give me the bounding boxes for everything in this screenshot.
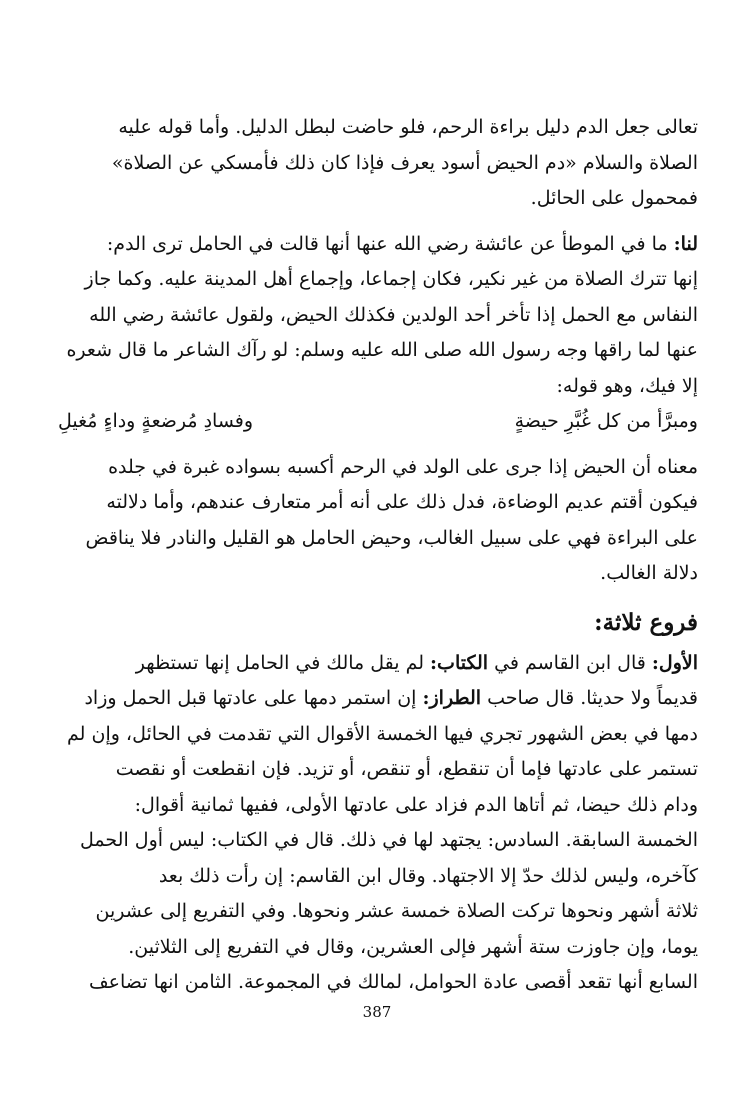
line-part: قال ابن القاسم في <box>488 651 652 674</box>
text-line: ثلاثة أشهر ونحوها تركت الصلاة خمسة عشر ونحوها. وفي التفريع إلى عشرين <box>95 900 698 922</box>
text-line: الصلاة والسلام «دم الحيض أسود يعرف فإذا كان ذلك فأمسكي عن الصلاة» <box>111 151 698 174</box>
text-line: إنها تترك الصلاة من غير نكير، فكان إجماعا، وإجماع أهل المدينة عليه. وكما جاز <box>84 268 698 290</box>
text-line: ودام ذلك حيضا، ثم أتاها الدم فزاد على عادتها الأولى، ففيها ثمانية أقوال: <box>134 793 698 816</box>
paragraph-3 <box>52 450 698 592</box>
lead-word: لنا: <box>673 232 698 255</box>
text-line: إلا فيك، وهو قوله: <box>556 374 698 397</box>
text-line: على البراءة فهي على سبيل الغالب، وحيض الحامل هو القليل والنادر فلا يناقض <box>85 526 698 549</box>
text-line: تستمر على عادتها فإما أن تنقطع، أو تنقص، أو تزيد. فإن انقطعت أو نقصت <box>115 758 698 780</box>
paragraph-2 <box>52 227 698 405</box>
text-line: فمحمول على الحائل. <box>530 187 698 209</box>
lead-word: الأول: <box>651 651 698 674</box>
page-body <box>52 110 698 1001</box>
paragraph-1 <box>52 110 698 217</box>
text-line: الخمسة السابقة. السادس: يجتهد لها في ذلك. قال في الكتاب: ليس أول الحمل <box>80 829 698 851</box>
section-heading: فروع ثلاثة: <box>594 608 698 636</box>
text-line: يوما، وإن جاوزت ستة أشهر فإلى العشرين، وقال في التفريع إلى الثلاثين. <box>128 935 698 958</box>
line-rest: ما في الموطأ عن عائشة رضي الله عنها أنها قالت في الحامل ترى الدم: <box>106 232 674 255</box>
text-line: فيكون أقتم عديم الوضاءة، فدل ذلك على أنه أمر متعارف عندهم، وأما دلالته <box>106 491 698 513</box>
paragraph-4 <box>52 646 698 1001</box>
verse-first-hemistich: ومبرَّأ من كل غُبَّرِ حيضةٍ <box>514 410 698 432</box>
line-part: قديماً ولا حديثا. قال صاحب <box>481 687 698 709</box>
poetry-verse <box>52 404 698 440</box>
text-line: دلالة الغالب. <box>600 562 698 584</box>
text-line <box>52 646 698 682</box>
text-line <box>52 681 698 717</box>
text-line: كآخره، وليس لذلك حدّ إلا الاجتهاد. وقال ابن القاسم: إن رأت ذلك بعد <box>158 864 698 887</box>
page-number: 387 <box>362 1003 392 1021</box>
text-line: دمها في بعض الشهور تجري فيها الخمسة الأقوال التي تقدمت في الحائل، وإن لم <box>67 722 698 745</box>
text-line: السابع أنها تقعد أقصى عادة الحوامل، لمالك في المجموعة. الثامن انها تضاعف <box>88 971 698 993</box>
text-line: تعالى جعل الدم دليل براءة الرحم، فلو حاضت لبطل الدليل. وأما قوله عليه <box>118 116 698 138</box>
book-reference: الكتاب: <box>430 651 489 674</box>
text-line: النفاس مع الحمل إذا تأخر أحد الولدين فكذلك الحيض، ولقول عائشة رضي الله <box>89 303 698 326</box>
text-line: معناه أن الحيض إذا جرى على الولد في الرحم أكسبه بسواده غبرة في جلده <box>108 455 698 478</box>
text-line: عنها لما راقها وجه رسول الله صلى الله عليه وسلم: لو رآك الشاعر ما قال شعره <box>66 339 698 361</box>
verse-second-hemistich: وفسادِ مُرضعةٍ وداءٍ مُغيلِ <box>58 410 254 432</box>
book-reference: الطراز: <box>422 687 482 709</box>
line-part: إن استمر دمها على عادتها قبل الحمل وزاد <box>84 687 423 709</box>
text-line <box>52 227 698 263</box>
line-part: لم يقل مالك في الحامل إنها تستظهر <box>135 651 431 674</box>
